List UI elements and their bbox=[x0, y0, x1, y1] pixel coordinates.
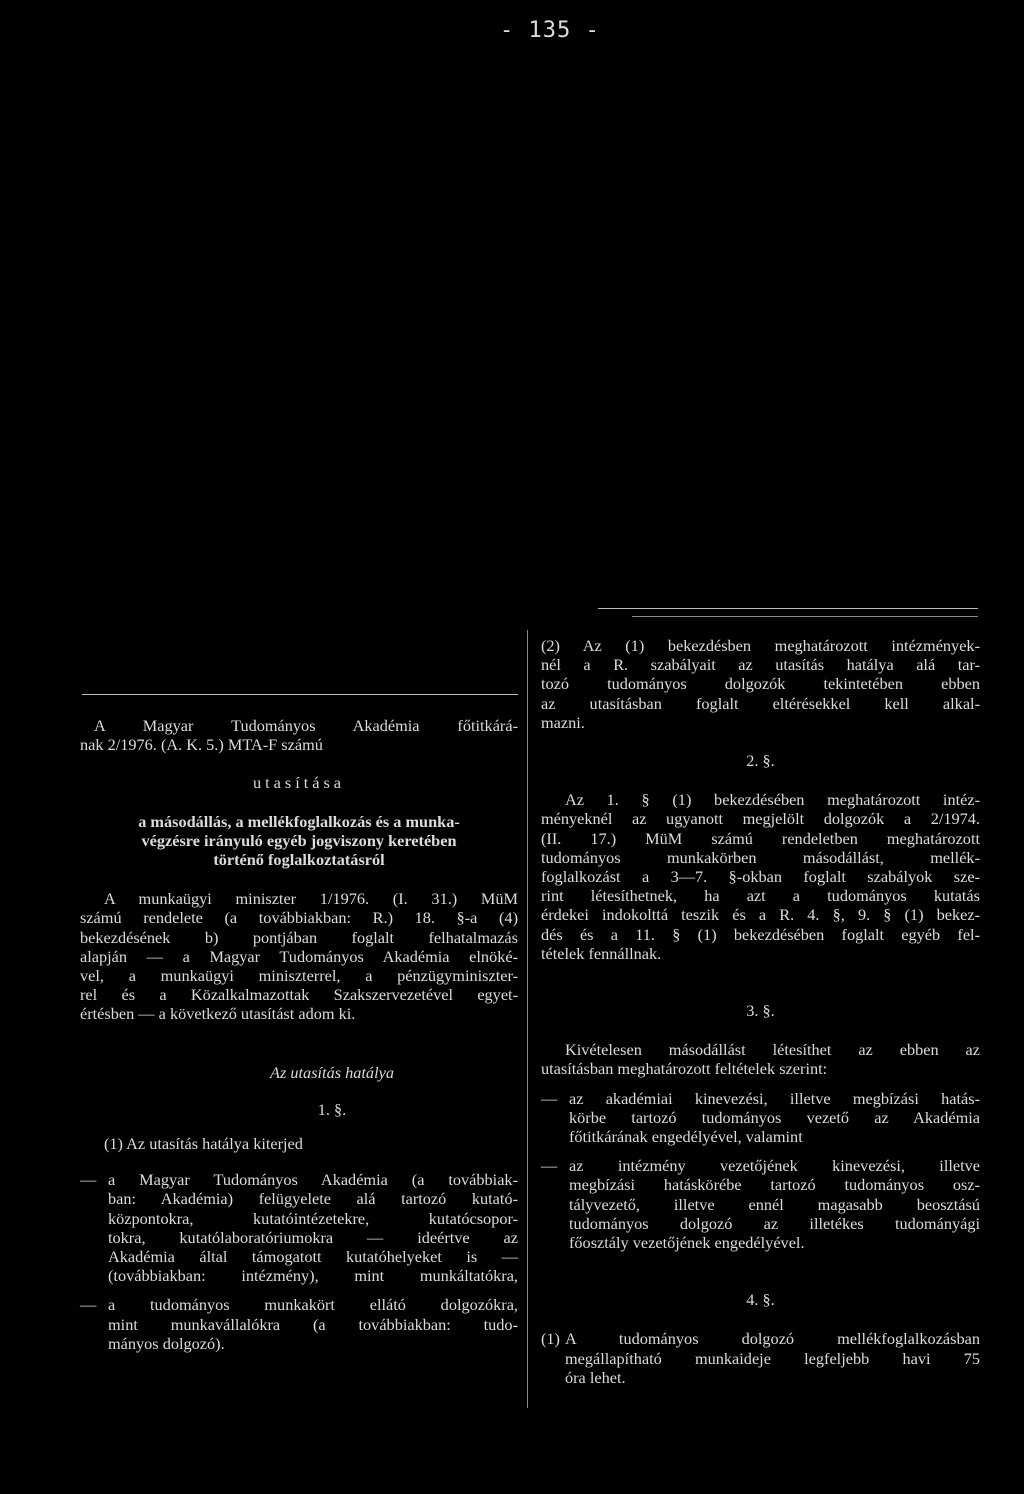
list-line: megbízási hatáskörébe tartozó tudományos osz- bbox=[569, 1175, 980, 1195]
s2-line: rint létesíthetnek, ha azt a tudományos kutatás bbox=[541, 886, 980, 906]
paragraph-2 bbox=[541, 636, 980, 732]
section-2-text bbox=[541, 790, 980, 963]
document-heading bbox=[80, 716, 518, 754]
title-line: történő foglalkoztatásról bbox=[213, 850, 385, 870]
s2-line: foglalkozást a 3—7. §-okban foglalt szabályok sze- bbox=[541, 867, 980, 887]
s4-line: óra lehet. bbox=[565, 1367, 626, 1387]
document-title bbox=[80, 812, 518, 870]
s2-line: tételek fennállnak. bbox=[541, 943, 662, 963]
dash-marker: — bbox=[80, 1170, 97, 1190]
s2-line: dés és a 11. § (1) bekezdésében foglalt egyéb fel- bbox=[541, 924, 980, 944]
list-line: az akadémiai kinevezési, illetve megbízási hatás- bbox=[569, 1088, 980, 1108]
list-line: főtitkárának engedélyével, valamint bbox=[569, 1127, 803, 1147]
list-item bbox=[541, 1156, 980, 1252]
s3-line: utasításban meghatározott feltételek szerint: bbox=[541, 1059, 828, 1079]
page-number: - 135 - bbox=[500, 18, 600, 43]
list-line: főosztály vezetőjének engedélyével. bbox=[569, 1233, 805, 1253]
list-line: ban: Akadémia) felügyelete alá tartozó kutató- bbox=[108, 1189, 518, 1209]
dash-marker: — bbox=[80, 1295, 97, 1315]
section-title: Az utasítás hatálya bbox=[270, 1062, 394, 1082]
left-column bbox=[80, 716, 518, 1353]
section-4-paragraph-1 bbox=[541, 1329, 980, 1387]
list-line: tályvezető, illetve ennél magasabb beosztású bbox=[569, 1194, 980, 1214]
right-top-rule bbox=[598, 608, 978, 609]
section-3-number: 3. §. bbox=[746, 1001, 775, 1021]
para2-line: mazni. bbox=[541, 712, 585, 732]
list-line: tokra, kutatólaboratóriumokra — ideértve az bbox=[108, 1227, 518, 1247]
list-line: a tudományos munkakört ellátó dolgozókra, bbox=[108, 1295, 518, 1315]
column-divider bbox=[527, 630, 528, 1408]
intro-line: számú rendelete (a továbbiakban: R.) 18. §-a (4) bbox=[80, 908, 518, 928]
heading-line: nak 2/1976. (A. K. 5.) MTA-F számú bbox=[80, 735, 323, 755]
dash-marker: — bbox=[541, 1088, 558, 1108]
intro-line: alapján — a Magyar Tudományos Akadémia elnöké- bbox=[80, 946, 518, 966]
list-line: az intézmény vezetőjének kinevezési, illetve bbox=[569, 1156, 980, 1176]
para2-line: (2) Az (1) bekezdésben meghatározott intézmények- bbox=[541, 636, 980, 655]
list-line: (továbbiakban: intézmény), mint munkáltatókra, bbox=[108, 1266, 518, 1286]
right-column bbox=[541, 636, 980, 1387]
list-line: a Magyar Tudományos Akadémia (a továbbiak- bbox=[108, 1170, 518, 1190]
list-line: mányos dolgozó). bbox=[108, 1333, 225, 1353]
s4-line: A tudományos dolgozó mellékfoglalkozásban bbox=[565, 1329, 980, 1349]
section-1-number: 1. §. bbox=[317, 1099, 347, 1119]
list-item bbox=[80, 1170, 518, 1285]
s3-line: Kivételesen másodállást létesíthet az ebben az bbox=[565, 1040, 980, 1060]
paragraph-1: (1) Az utasítás hatálya kiterjed bbox=[104, 1134, 303, 1154]
intro-line: A munkaügyi miniszter 1/1976. (I. 31.) MüM bbox=[104, 889, 518, 909]
heading-line: A Magyar Tudományos Akadémia főtitkárá- bbox=[94, 716, 518, 735]
list-line: körbe tartozó tudományos vezető az Akadémia bbox=[569, 1107, 980, 1127]
title-line: végzésre irányuló egyéb jogviszony keretében bbox=[141, 830, 457, 850]
para2-line: tozó tudományos dolgozók tekintetében ebben bbox=[541, 674, 980, 694]
section-2-number: 2. §. bbox=[746, 751, 775, 771]
s2-line: tudományos munkakörben másodállást, mellék- bbox=[541, 847, 980, 867]
s2-line: Az 1. § (1) bekezdésében meghatározott intéz- bbox=[565, 790, 980, 810]
intro-line: rel és a Közalkalmazottak Szakszervezetével egyet- bbox=[80, 985, 518, 1005]
left-top-rule bbox=[82, 694, 518, 695]
s2-line: érdekei indokolttá teszik és a R. 4. §, 9. § (1) bekez- bbox=[541, 905, 980, 925]
s2-line: ményeknél az ugyanott megjelölt dolgozók a 2/1974. bbox=[541, 809, 980, 829]
intro-line: vel, a munkaügyi miniszterrel, a pénzügyminiszter- bbox=[80, 966, 518, 986]
title-line: a másodállás, a mellékfoglalkozás és a munka- bbox=[138, 811, 460, 831]
section-3-text bbox=[541, 1040, 980, 1078]
para2-line: nél a R. szabályait az utasítás hatálya alá tar- bbox=[541, 655, 980, 675]
paragraph-number: (1) bbox=[541, 1329, 560, 1349]
intro-paragraph bbox=[80, 889, 518, 1023]
list-line: Akadémia által támogatott kutatóhelyeket is — bbox=[108, 1247, 518, 1267]
list-item bbox=[80, 1295, 518, 1353]
section-4-number: 4. §. bbox=[746, 1290, 775, 1310]
dash-marker: — bbox=[541, 1156, 558, 1176]
para2-line: az utasításban foglalt eltérésekkel kell alkal- bbox=[541, 693, 980, 713]
utasitasa-label: utasítása bbox=[252, 773, 346, 793]
right-top-rule-2 bbox=[632, 616, 978, 617]
intro-line: értésben — a következő utasítást adom ki. bbox=[80, 1004, 356, 1024]
list-line: mint munkavállalókra (a továbbiakban: tudo- bbox=[108, 1314, 518, 1334]
s4-line: megállapítható munkaideje legfeljebb havi 75 bbox=[565, 1348, 980, 1368]
list-line: központokra, kutatóintézetekre, kutatócsopor- bbox=[108, 1208, 518, 1228]
list-item bbox=[541, 1089, 980, 1147]
list-line: tudományos dolgozó az illetékes tudományági bbox=[569, 1213, 980, 1233]
intro-line: bekezdésének b) pontjában foglalt felhatalmazás bbox=[80, 927, 518, 947]
s2-line: (II. 17.) MüM számú rendeletben meghatározott bbox=[541, 828, 980, 848]
